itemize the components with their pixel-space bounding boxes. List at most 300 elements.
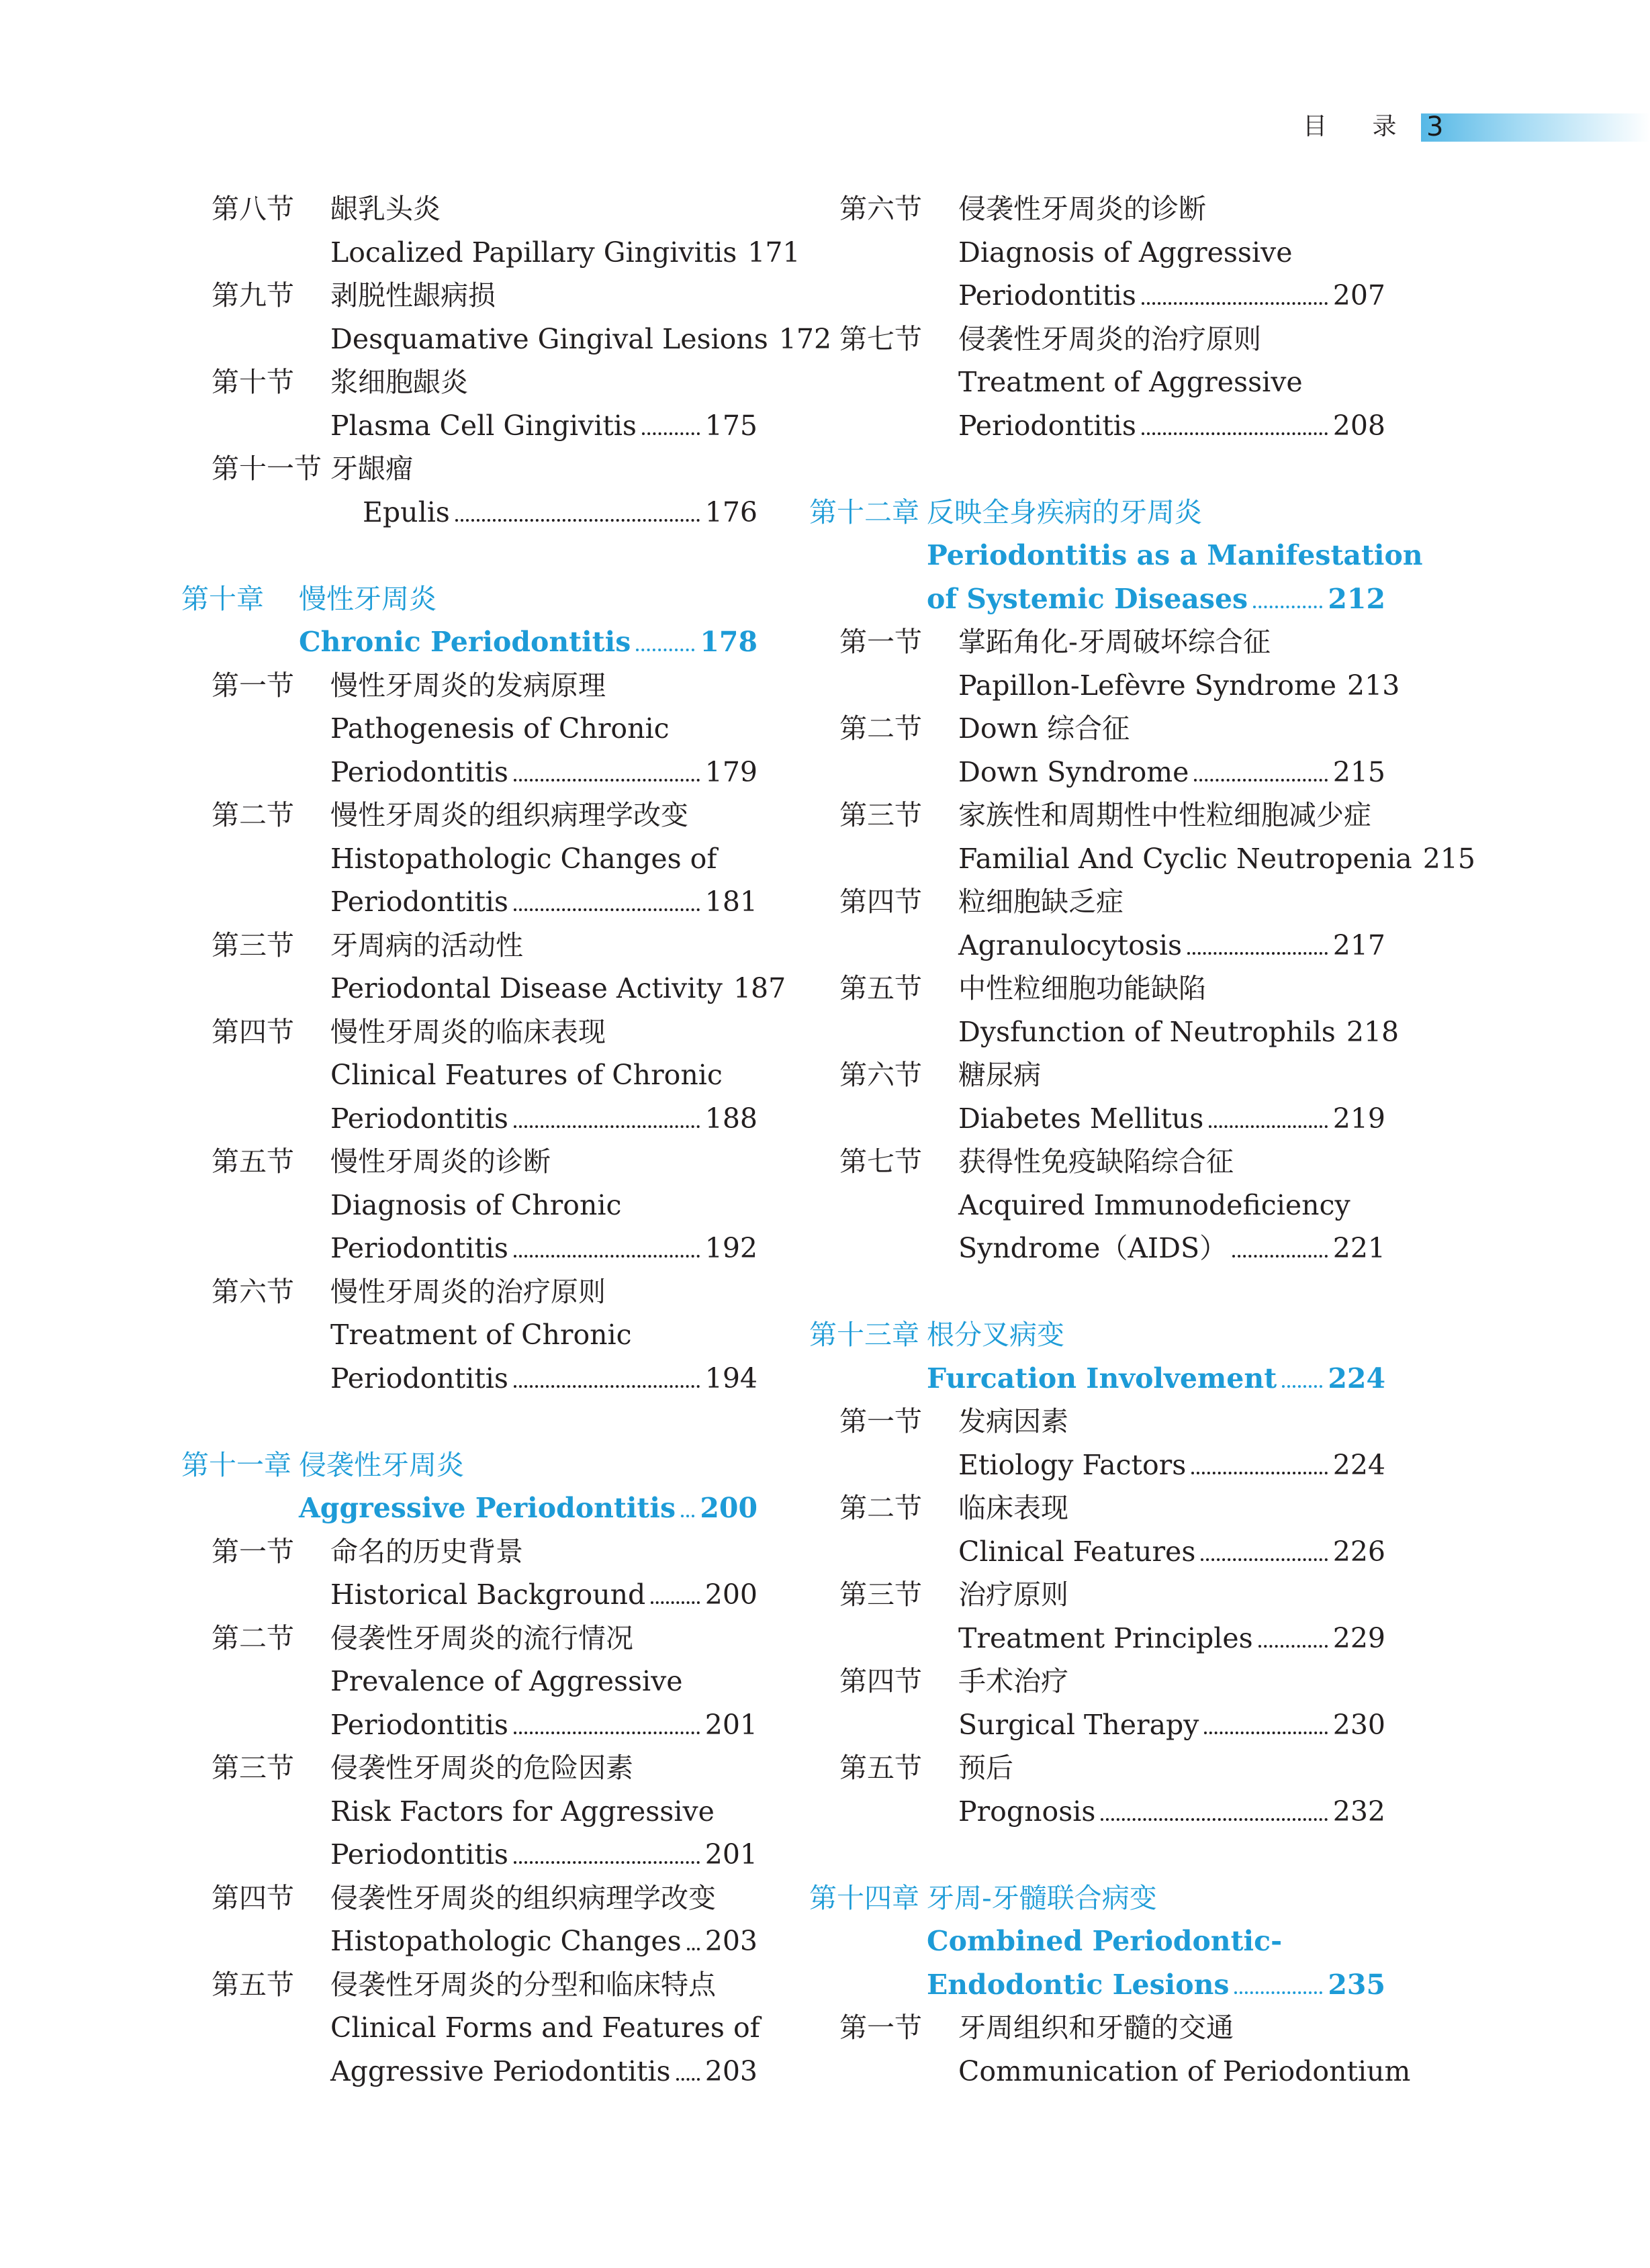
section-title-en [958, 1444, 1385, 1487]
title-text: Periodontitis [958, 279, 1136, 312]
leader-dots [1142, 302, 1328, 305]
section-title-en [958, 1227, 1385, 1270]
toc-line [809, 1703, 1385, 1747]
header-label: 目 录 [1303, 113, 1416, 140]
page-ref: 217 [1332, 929, 1385, 961]
chapter-entry [809, 1313, 1385, 1357]
toc-line [181, 404, 758, 448]
section-title-en [958, 1790, 1385, 1834]
section-title-en [958, 1617, 1385, 1660]
title-text: Diagnosis of Chronic [330, 1188, 622, 1221]
chapter-title-en [927, 534, 1423, 577]
title-text: Clinical Features of Chronic [330, 1059, 723, 1091]
toc-line [181, 2050, 758, 2093]
section-entry [181, 1746, 758, 1790]
title-text: Aggressive Periodontitis [299, 1492, 676, 1524]
section-entry [181, 1530, 758, 1574]
chapter-number: 第十章 [181, 582, 264, 615]
leader-dots [642, 432, 700, 435]
leader-dots [1142, 432, 1328, 435]
leader-dots [1187, 952, 1328, 955]
leader-dots [676, 2078, 700, 2081]
section-entry [181, 794, 758, 837]
title-text: Periodontitis as a Manifestation [927, 539, 1423, 571]
section-title-zh: 粒细胞缺乏症 [958, 886, 1124, 918]
toc-line [181, 1357, 758, 1401]
section-title-en [330, 1920, 758, 1963]
title-text: Aggressive Periodontitis [330, 2054, 671, 2087]
section-title-zh: 手术治疗 [958, 1665, 1068, 1697]
section-title-en [330, 707, 758, 751]
section-entry [809, 1486, 1385, 1530]
section-entry [809, 707, 1385, 751]
section-title-zh: 侵袭性牙周炎的分型和临床特点 [330, 1968, 716, 2001]
toc-line [181, 751, 758, 794]
toc-line [181, 707, 758, 751]
section-number: 第十节 [212, 366, 294, 398]
leader-dots [687, 1948, 700, 1950]
section-title-zh: 获得性免疫缺陷综合征 [958, 1145, 1234, 1178]
toc-line [809, 2050, 1411, 2093]
title-text: Periodontitis [958, 409, 1136, 442]
title-text: Diabetes Mellitus [958, 1102, 1204, 1135]
page-ref: 181 [704, 886, 758, 918]
title-text: Treatment Principles [958, 1621, 1253, 1654]
chapter-title-zh: 侵袭性牙周炎 [299, 1448, 464, 1481]
page-ref: 232 [1332, 1795, 1385, 1828]
toc-line [181, 1053, 758, 1097]
toc-line [809, 404, 1385, 448]
section-title-zh: 糖尿病 [958, 1059, 1041, 1091]
title-text: Diagnosis of Aggressive [958, 236, 1293, 269]
section-title-en [330, 751, 758, 794]
toc-line [181, 1486, 758, 1530]
section-title-en [958, 274, 1385, 318]
page-ref: 229 [1332, 1621, 1385, 1654]
toc-line [809, 1444, 1385, 1487]
leader-dots [681, 1515, 694, 1517]
section-title-zh: 侵袭性牙周炎的危险因素 [330, 1752, 633, 1784]
title-text: Prognosis [958, 1795, 1096, 1828]
section-entry [809, 1660, 1385, 1703]
section-title-en [958, 2050, 1411, 2093]
chapter-title-zh: 慢性牙周炎 [299, 582, 437, 615]
section-title-en [330, 1660, 758, 1703]
chapter-number: 第十二章 [809, 495, 919, 528]
section-title-en [330, 1790, 758, 1834]
chapter-entry [181, 1444, 758, 1487]
leader-dots [1282, 1385, 1322, 1388]
page-ref: 207 [1332, 279, 1385, 312]
page-ref: 201 [704, 1708, 758, 1741]
title-text: Periodontitis [330, 1102, 508, 1135]
toc-line [809, 1617, 1385, 1660]
toc-left-column [181, 187, 832, 2093]
toc-line [181, 231, 800, 275]
section-entry [809, 794, 1385, 837]
title-text: Periodontitis [330, 1232, 508, 1264]
title-text: Etiology Factors [958, 1448, 1187, 1481]
toc-line [809, 751, 1385, 794]
page-ref: 230 [1332, 1708, 1385, 1741]
section-number: 第六节 [839, 193, 922, 225]
toc-line [809, 577, 1385, 621]
section-entry [809, 1573, 1385, 1617]
section-title-en [330, 231, 800, 275]
section-number: 第五节 [212, 1145, 294, 1178]
section-title-en [958, 404, 1385, 448]
page-ref: 200 [704, 1578, 758, 1611]
leader-dots [514, 1255, 700, 1258]
toc-line [181, 491, 758, 534]
title-text: Chronic Periodontitis [299, 626, 631, 658]
toc-right-column [809, 187, 1475, 2093]
leader-dots [514, 1125, 700, 1128]
page-ref: 194 [704, 1362, 758, 1395]
toc-line [809, 1920, 1385, 1963]
section-number: 第七节 [839, 1145, 922, 1178]
page-ref: 208 [1332, 409, 1385, 442]
toc-line [809, 361, 1385, 404]
leader-dots [651, 1601, 699, 1604]
section-number: 第三节 [839, 1578, 922, 1611]
section-title-zh: 治疗原则 [958, 1578, 1068, 1611]
section-title-en [330, 318, 832, 361]
section-title-en [330, 1573, 758, 1617]
chapter-title-en [927, 577, 1385, 621]
section-title-zh: 预后 [958, 1752, 1013, 1784]
toc-line [809, 1010, 1400, 1054]
section-title-en [958, 837, 1475, 881]
section-number: 第六节 [212, 1275, 294, 1308]
chapter-title-en [927, 1357, 1385, 1401]
chapter-title-en [299, 620, 758, 664]
section-title-zh: 中性粒细胞功能缺陷 [958, 972, 1206, 1004]
section-number: 第二节 [839, 712, 922, 745]
section-title-en [330, 1357, 758, 1401]
section-number: 第一节 [839, 2012, 922, 2044]
toc-line [181, 1184, 758, 1227]
section-number: 第三节 [212, 929, 294, 961]
section-entry [809, 880, 1385, 924]
leader-dots [1258, 1645, 1328, 1648]
toc-line [181, 1660, 758, 1703]
toc-line [181, 2006, 758, 2050]
section-title-en [330, 967, 786, 1010]
chapter-title-zh: 根分叉病变 [927, 1319, 1064, 1351]
section-number: 第一节 [839, 626, 922, 658]
section-title-en [330, 1833, 758, 1877]
section-title-en [330, 1184, 758, 1227]
section-number: 第一节 [839, 1405, 922, 1437]
title-text: Periodontitis [330, 1708, 508, 1741]
section-title-zh: 掌跖角化-牙周破坏综合征 [958, 626, 1271, 658]
toc-line [181, 318, 832, 361]
leader-dots [1201, 1558, 1327, 1561]
section-number: 第二节 [212, 799, 294, 831]
section-title-en [330, 1097, 758, 1141]
toc-line [809, 274, 1385, 318]
page-ref: 178 [700, 626, 758, 658]
section-title-en [958, 924, 1385, 967]
section-entry [181, 1963, 758, 2007]
toc-line [181, 880, 758, 924]
section-title-zh: 侵袭性牙周炎的治疗原则 [958, 322, 1261, 355]
section-title-zh: 牙周病的活动性 [330, 929, 523, 961]
section-entry [809, 1400, 1385, 1444]
chapter-entry [809, 491, 1385, 534]
section-title-en [958, 751, 1385, 794]
title-text: Histopathologic Changes of [330, 842, 717, 875]
page-ref: 192 [704, 1232, 758, 1264]
leader-dots [514, 1861, 700, 1864]
section-number: 第四节 [212, 1015, 294, 1048]
section-number: 第一节 [212, 1535, 294, 1568]
title-text: Epulis [363, 495, 450, 528]
section-entry [181, 1010, 758, 1054]
title-text: Communication of Periodontium [958, 2054, 1411, 2087]
title-text: Syndrome（AIDS） [958, 1232, 1228, 1264]
section-number: 第四节 [212, 1881, 294, 1914]
section-title-zh: 牙周组织和牙髓的交通 [958, 2012, 1234, 2044]
section-number: 第九节 [212, 279, 294, 312]
title-text: Periodontal Disease Activity [330, 972, 723, 1004]
title-text: Down Syndrome [958, 755, 1189, 788]
section-number: 第四节 [839, 886, 922, 918]
header-page-tab [1421, 113, 1650, 142]
section-number: 第五节 [839, 972, 922, 1004]
section-number: 第五节 [212, 1968, 294, 2001]
toc-line [809, 1097, 1385, 1141]
section-title-zh: 慢性牙周炎的临床表现 [330, 1015, 606, 1048]
title-text: Treatment of Aggressive [958, 366, 1303, 398]
page-ref: 215 [1332, 755, 1385, 788]
leader-dots [1234, 1991, 1322, 1994]
toc-line [809, 1184, 1385, 1227]
toc-line [809, 231, 1385, 275]
section-title-zh: Down 综合征 [958, 712, 1130, 745]
section-entry [809, 967, 1385, 1010]
toc-line [181, 1573, 758, 1617]
leader-dots [1204, 1732, 1327, 1734]
toc-line [809, 534, 1423, 577]
section-title-en [958, 361, 1385, 404]
leader-dots [514, 908, 700, 911]
title-text: Dysfunction of Neutrophils [958, 1015, 1336, 1048]
chapter-title-zh: 牙周-牙髓联合病变 [927, 1881, 1157, 1914]
toc-line [181, 837, 758, 881]
title-text: Historical Background [330, 1578, 646, 1611]
title-text: of Systemic Diseases [927, 582, 1248, 615]
section-entry [181, 274, 758, 318]
section-entry [181, 187, 758, 231]
title-text: Familial And Cyclic Neutropenia [958, 842, 1412, 875]
toc-line [809, 1357, 1385, 1401]
chapter-number: 第十四章 [809, 1881, 919, 1914]
chapter-entry [181, 577, 758, 621]
section-entry [181, 361, 758, 404]
section-number: 第五节 [839, 1752, 922, 1784]
section-entry [809, 1746, 1385, 1790]
title-text: Furcation Involvement [927, 1362, 1277, 1395]
leader-dots [514, 1732, 700, 1734]
toc-line [181, 1920, 758, 1963]
page-ref: 213 [1347, 669, 1400, 702]
title-text: Clinical Features [958, 1535, 1196, 1568]
section-number: 第四节 [839, 1665, 922, 1697]
section-title-zh: 牙龈瘤 [330, 453, 413, 485]
section-entry [181, 1140, 758, 1184]
page-ref: 203 [704, 1925, 758, 1957]
section-entry [809, 187, 1385, 231]
section-title-en [330, 1227, 758, 1270]
title-text: Pathogenesis of Chronic [330, 712, 670, 745]
section-title-zh: 家族性和周期性中性粒细胞减少症 [958, 799, 1371, 831]
page-number: 3 [1426, 111, 1444, 142]
section-entry [181, 924, 758, 967]
title-text: Histopathologic Changes [330, 1925, 682, 1957]
section-title-zh: 侵袭性牙周炎的组织病理学改变 [330, 1881, 716, 1914]
page-ref: 175 [704, 409, 758, 442]
leader-dots [1253, 606, 1322, 608]
section-title-en [958, 1010, 1400, 1054]
section-title-zh: 命名的历史背景 [330, 1535, 523, 1568]
title-text: Periodontitis [330, 755, 508, 788]
leader-dots [1101, 1818, 1327, 1821]
page-ref: 203 [704, 2054, 758, 2087]
section-number: 第三节 [839, 799, 922, 831]
section-title-zh: 慢性牙周炎的诊断 [330, 1145, 551, 1178]
leader-dots [636, 649, 694, 651]
section-number: 第七节 [839, 322, 922, 355]
page-ref: 224 [1328, 1362, 1385, 1395]
section-title-zh: 慢性牙周炎的治疗原则 [330, 1275, 606, 1308]
section-title-zh: 慢性牙周炎的发病原理 [330, 669, 606, 702]
section-entry [809, 2006, 1385, 2050]
section-number: 第六节 [839, 1059, 922, 1091]
section-title-en [958, 1703, 1385, 1747]
toc-line [809, 837, 1475, 881]
section-title-en [330, 880, 758, 924]
title-text: Agranulocytosis [958, 929, 1182, 961]
page-ref: 188 [704, 1102, 758, 1135]
toc-line [181, 1703, 758, 1747]
section-number: 第十一节 [212, 453, 322, 485]
chapter-number: 第十一章 [181, 1448, 291, 1481]
title-text: Endodontic Lesions [927, 1968, 1230, 2001]
section-title-en [958, 1184, 1385, 1227]
section-entry [809, 1053, 1385, 1097]
title-text: Risk Factors for Aggressive [330, 1795, 715, 1828]
section-title-zh: 剥脱性龈病损 [330, 279, 496, 312]
section-number: 第一节 [212, 669, 294, 702]
leader-dots [1191, 1472, 1327, 1474]
toc-line [181, 1097, 758, 1141]
toc-line [181, 1790, 758, 1834]
page-ref: 172 [778, 322, 832, 355]
title-text: Prevalence of Aggressive [330, 1665, 683, 1697]
toc-line [809, 1530, 1385, 1574]
section-title-en [330, 2006, 758, 2050]
page-ref: 224 [1332, 1448, 1385, 1481]
leader-dots [1232, 1255, 1328, 1258]
title-text: Combined Periodontic- [927, 1925, 1283, 1957]
section-title-en [363, 491, 758, 534]
page-ref: 187 [733, 972, 786, 1004]
page-ref: 215 [1422, 842, 1475, 875]
toc-line [809, 1227, 1385, 1270]
section-entry [181, 1270, 758, 1314]
toc-line [181, 967, 786, 1010]
leader-dots [514, 779, 700, 782]
toc-line [809, 664, 1400, 708]
section-title-zh: 慢性牙周炎的组织病理学改变 [330, 799, 688, 831]
section-title-en [958, 1097, 1385, 1141]
title-text: Clinical Forms and Features of [330, 2012, 760, 2044]
page-ref: 176 [704, 495, 758, 528]
toc-line [181, 1833, 758, 1877]
leader-dots [1194, 779, 1327, 782]
section-title-en [330, 404, 758, 448]
section-title-en [330, 837, 758, 881]
leader-dots [455, 519, 700, 522]
chapter-title-en [927, 1963, 1385, 2007]
page-ref: 235 [1328, 1968, 1385, 2001]
title-text: Periodontitis [330, 1838, 508, 1871]
page-ref: 218 [1346, 1015, 1400, 1048]
page-ref: 201 [704, 1838, 758, 1871]
section-title-en [958, 231, 1385, 275]
section-title-zh: 侵袭性牙周炎的流行情况 [330, 1621, 633, 1654]
toc-line [181, 1313, 758, 1357]
chapter-entry [809, 1877, 1385, 1920]
toc-line [181, 1227, 758, 1270]
title-text: Acquired Immunodeficiency [958, 1188, 1350, 1221]
title-text: Desquamative Gingival Lesions [330, 322, 768, 355]
leader-dots [514, 1385, 700, 1388]
title-text: Periodontitis [330, 1362, 508, 1395]
title-text: Localized Papillary Gingivitis [330, 236, 737, 269]
title-text: Papillon-Lefèvre Syndrome [958, 669, 1337, 702]
section-title-en [330, 1703, 758, 1747]
section-title-en [330, 1053, 758, 1097]
title-text: Surgical Therapy [958, 1708, 1199, 1741]
section-entry [181, 1877, 758, 1920]
section-entry [181, 1617, 758, 1660]
title-text: Periodontitis [330, 886, 508, 918]
toc-line [809, 924, 1385, 967]
section-entry [809, 1140, 1385, 1184]
section-number: 第二节 [839, 1492, 922, 1524]
toc-line [181, 620, 758, 664]
section-title-zh: 侵袭性牙周炎的诊断 [958, 193, 1206, 225]
page-ref: 200 [700, 1492, 758, 1524]
section-number: 第二节 [212, 1621, 294, 1654]
chapter-title-zh: 反映全身疾病的牙周炎 [927, 495, 1202, 528]
toc-line [809, 1790, 1385, 1834]
section-number: 第三节 [212, 1752, 294, 1784]
chapter-title-en [927, 1920, 1385, 1963]
section-title-zh: 龈乳头炎 [330, 193, 441, 225]
toc-line [809, 1963, 1385, 2007]
section-entry [181, 664, 758, 708]
section-title-zh: 发病因素 [958, 1405, 1068, 1437]
title-text: Treatment of Chronic [330, 1319, 632, 1351]
section-title-en [958, 664, 1400, 708]
page-ref: 212 [1328, 582, 1385, 615]
section-title-zh: 浆细胞龈炎 [330, 366, 468, 398]
section-entry [181, 447, 758, 491]
